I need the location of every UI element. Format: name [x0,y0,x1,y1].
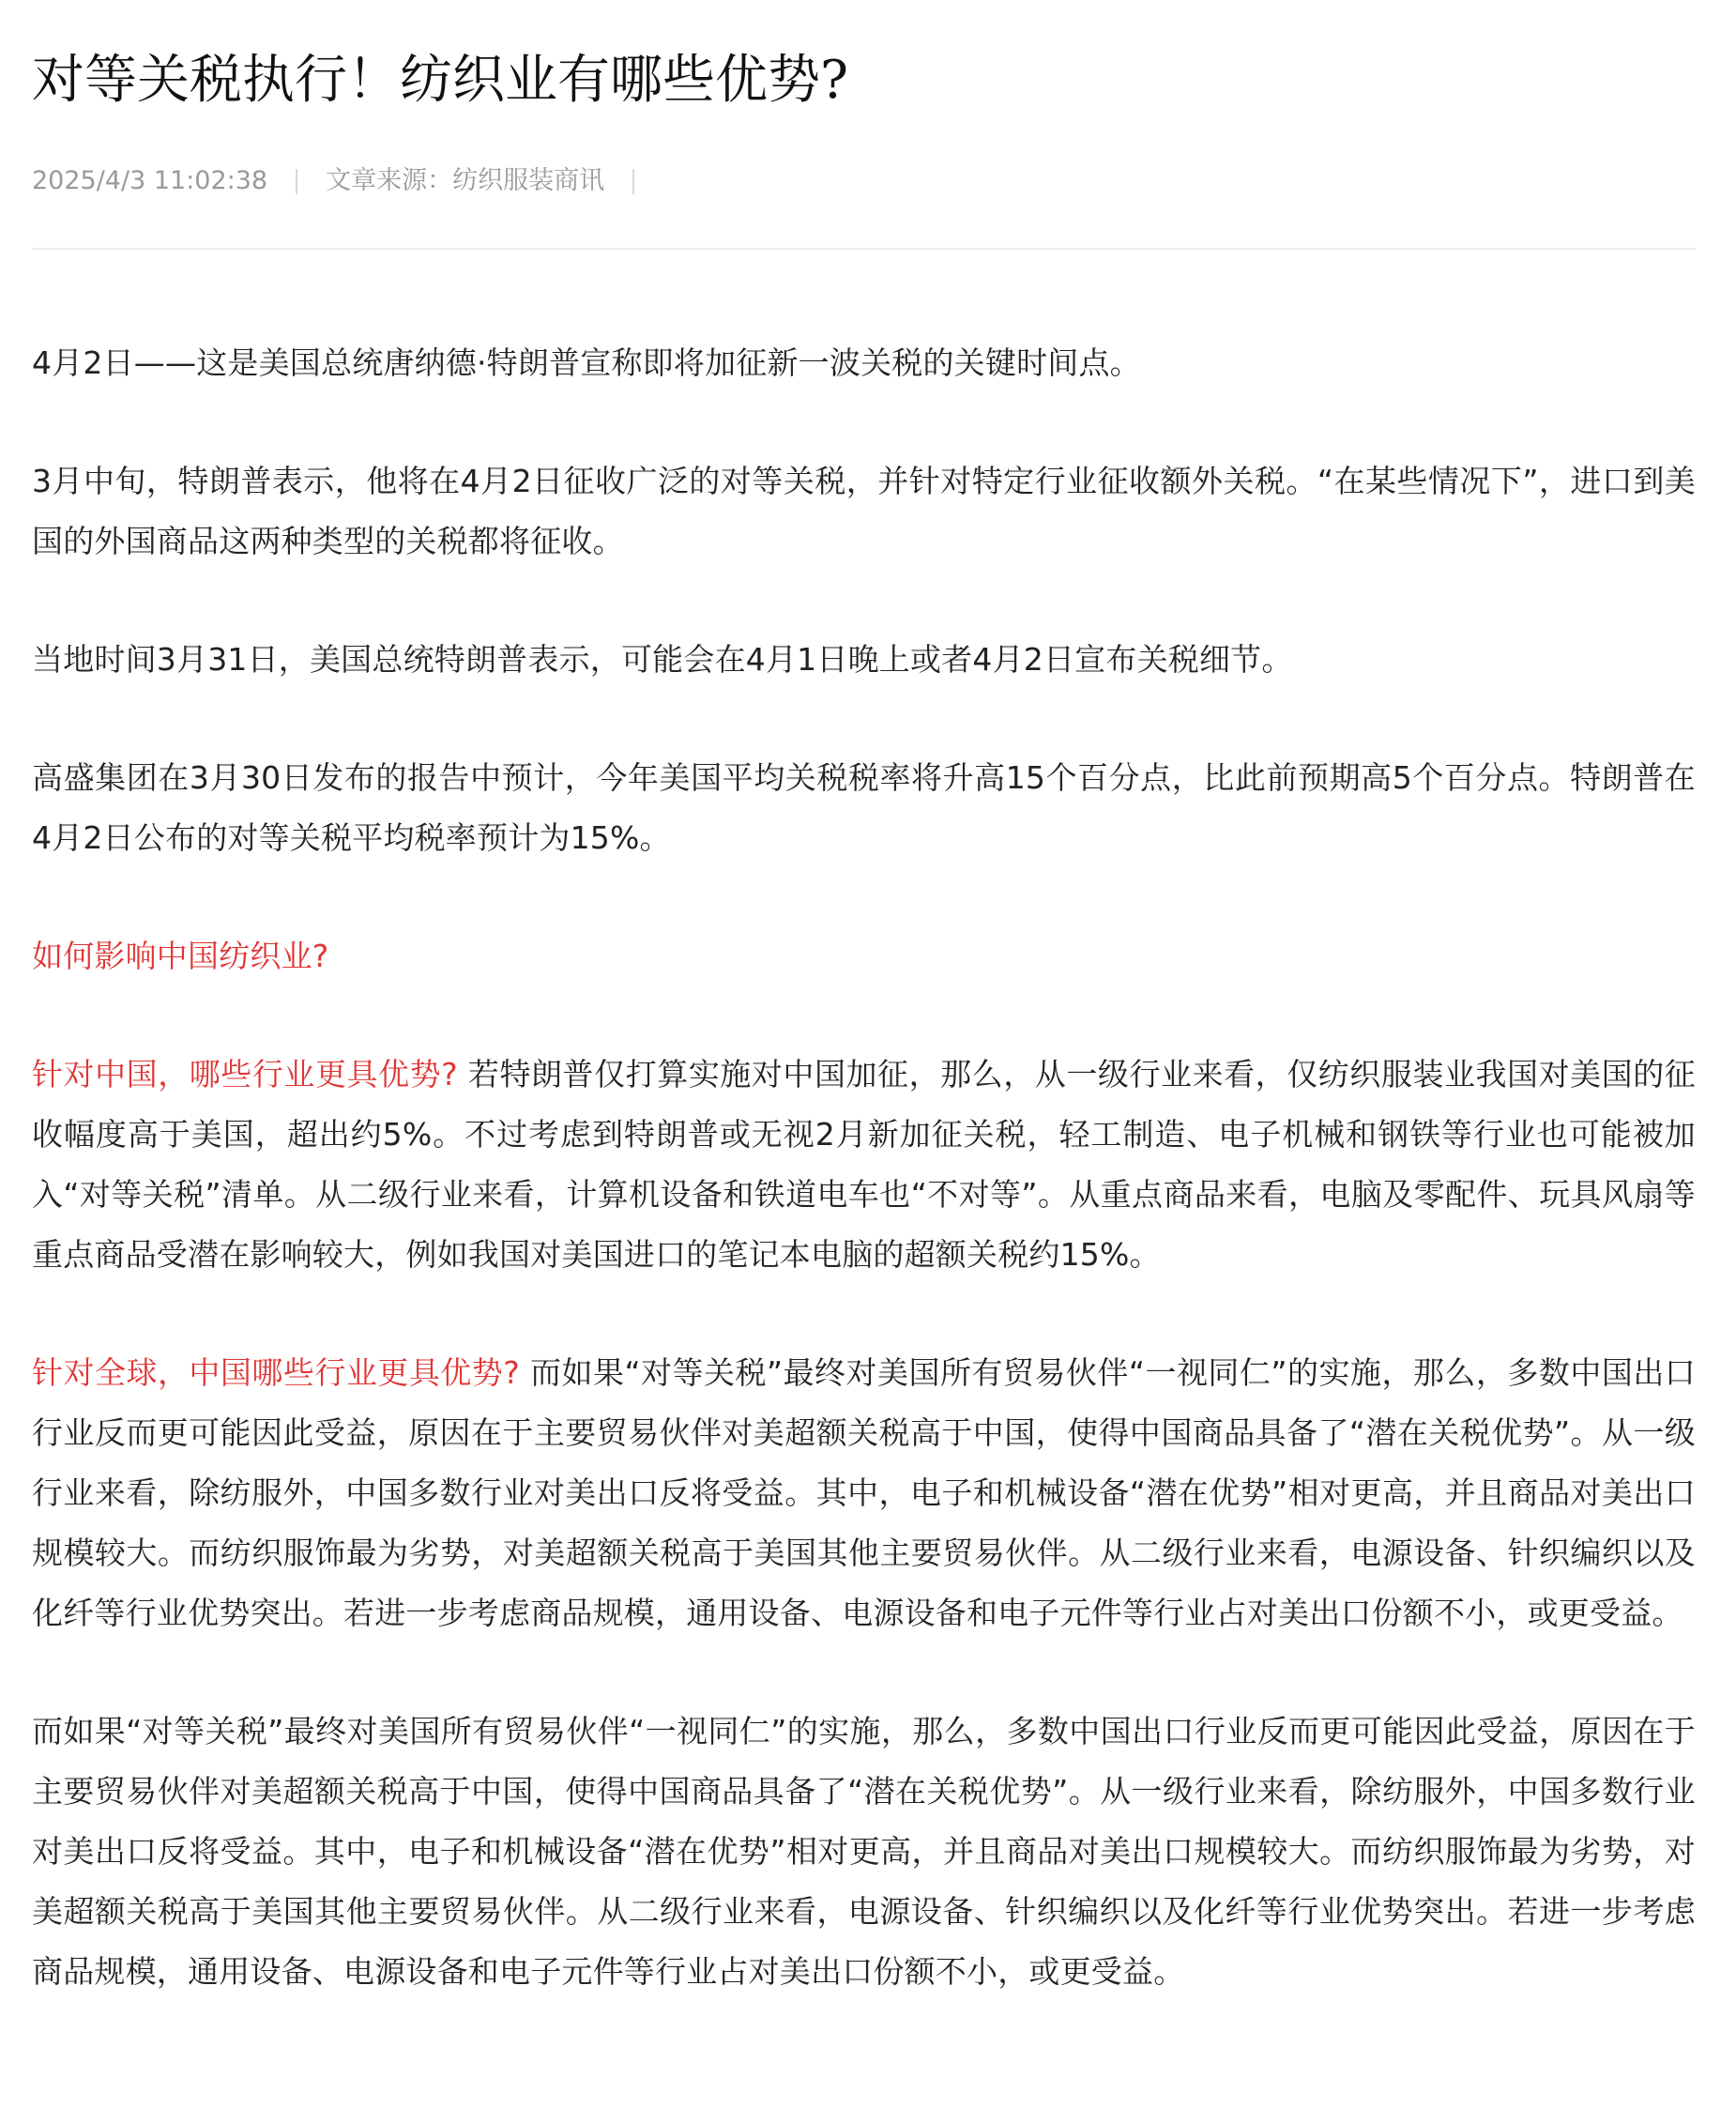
paragraph-lead: 针对全球，中国哪些行业更具优势? [32,1354,530,1391]
section-heading: 如何影响中国纺织业? [32,938,329,974]
source-name: 纺织服装商讯 [452,166,605,195]
publish-date: 2025/4/3 11:02:38 [32,166,268,195]
article-meta [32,162,1696,200]
article-title: 对等关税执行！纺织业有哪些优势? [32,50,849,111]
paragraph-2: 3月中旬，特朗普表示，他将在4月2日征收广泛的对等关税，并针对特定行业征收额外关税。“在某些情况下”，进口到美国的外国商品这两种类型的关税都将征收。 [32,463,1696,559]
header-divider [32,248,1696,250]
paragraph-4: 高盛集团在3月30日发布的报告中预计，今年美国平均关税税率将升高15个百分点，比此前预期高5个百分点。特朗普在4月2日公布的对等关税平均税率预计为15%。 [32,759,1696,856]
source-label: 文章来源： [326,166,453,195]
paragraph-1: 4月2日——这是美国总统唐纳德·特朗普宣称即将加征新一波关税的关键时间点。 [32,344,1141,381]
paragraph-global-advantage: 针对全球，中国哪些行业更具优势? 而如果“对等关税”最终对美国所有贸易伙伴“一视同仁”的实施，那么，多数中国出口行业反而更可能因此受益，原因在于主要贸易伙伴对美超额关税高于中国，使得中国商品具备了“潜在关税优势”。从一级行业来看，除纺服外，中国多数行业对美出口反将受益。其中，电子和机械设备“潜在优势”相对更高，并且商品对美出口规模较大。而纺织服饰最为劣势，对美超额关税高于美国其他主要贸易伙伴。从二级行业来看，电源设备、针织编织以及化纤等行业优势突出。若进一步考虑商品规模，通用设备、电源设备和电子元件等行业占对美出口份额不小，或更受益。 [32,1354,1697,1631]
article-body [32,333,1696,2002]
paragraph-china-advantage: 针对中国，哪些行业更具优势? 若特朗普仅打算实施对中国加征，那么，从一级行业来看，仅纺织服装业我国对美国的征收幅度高于美国，超出约5%。不过考虑到特朗普或无视2月新加征关税，轻工制造、电子机械和钢铁等行业也可能被加入“对等关税”清单。从二级行业来看，计算机设备和铁道电车也“不对等”。从重点商品来看，电脑及零配件、玩具风扇等重点商品受潜在影响较大，例如我国对美国进口的笔记本电脑的超额关税约15%。 [32,1056,1696,1273]
meta-separator [296,169,297,194]
paragraph-lead: 针对中国，哪些行业更具优势? [32,1056,468,1092]
paragraph-8: 而如果“对等关税”最终对美国所有贸易伙伴“一视同仁”的实施，那么，多数中国出口行业反而更可能因此受益，原因在于主要贸易伙伴对美超额关税高于中国，使得中国商品具备了“潜在关税优势”。从一级行业来看，除纺服外，中国多数行业对美出口反将受益。其中，电子和机械设备“潜在优势”相对更高，并且商品对美出口规模较大。而纺织服饰最为劣势，对美超额关税高于美国其他主要贸易伙伴。从二级行业来看，电源设备、针织编织以及化纤等行业优势突出。若进一步考虑商品规模，通用设备、电源设备和电子元件等行业占对美出口份额不小，或更受益。 [32,1713,1696,1990]
meta-separator [632,169,634,194]
paragraph-3: 当地时间3月31日，美国总统特朗普表示，可能会在4月1日晚上或者4月2日宣布关税细节。 [32,641,1293,678]
